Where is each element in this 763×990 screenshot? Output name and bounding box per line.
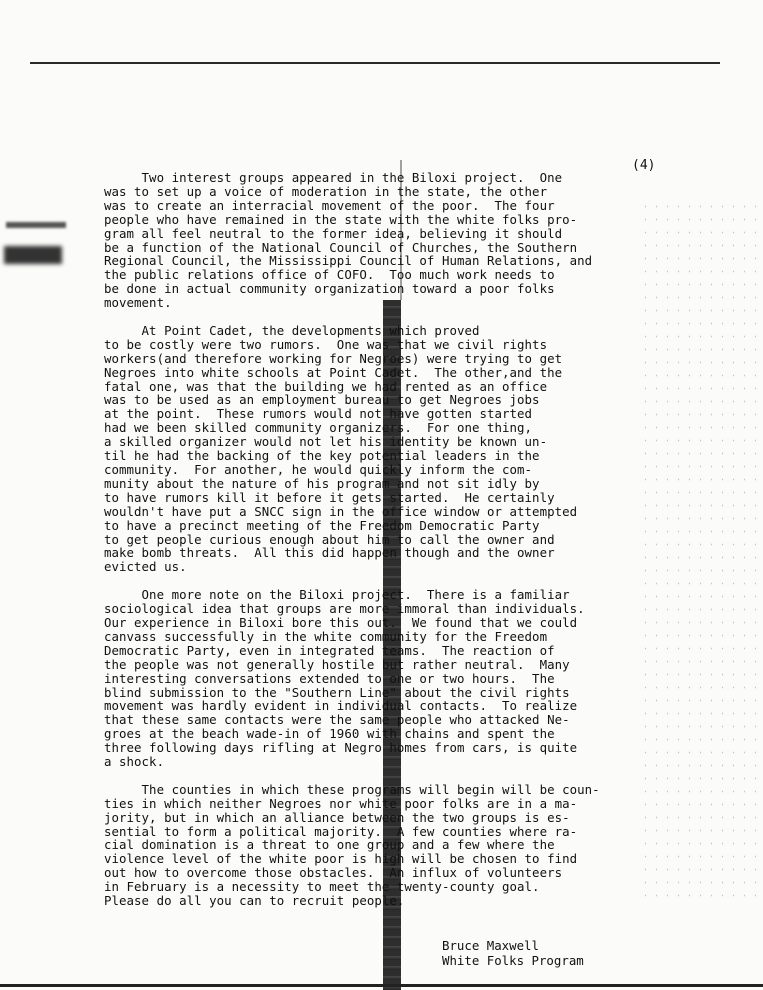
paragraph xyxy=(104,171,664,310)
scan-smudge xyxy=(6,222,66,228)
text-line: movement was hardly evident in individual contacts. To realize xyxy=(104,698,578,714)
text-line: be done in actual community organization toward a poor folks xyxy=(104,281,555,297)
text-line: had we been skilled community organizers. For one thing, xyxy=(104,420,533,436)
signature-program: White Folks Program xyxy=(442,952,584,968)
text-line: a shock. xyxy=(104,754,165,770)
text-line: was to set up a voice of moderation in the state, the other xyxy=(104,183,548,199)
text-line: community. For another, he would quickly inform the com- xyxy=(104,462,533,478)
signature-block xyxy=(442,939,584,968)
text-line: violence level of the white poor is high will be chosen to find xyxy=(104,851,578,867)
text-line: At Point Cadet, the developments which proved xyxy=(104,322,480,338)
text-line: jority, but in which an alliance between the two groups is es- xyxy=(104,809,570,825)
text-line: to have rumors kill it before it gets started. He certainly xyxy=(104,489,555,505)
signature-name: Bruce Maxwell xyxy=(442,938,539,953)
text-line: Democratic Party, even in integrated teams. The reaction of xyxy=(104,642,555,658)
text-line: movement. xyxy=(104,295,172,311)
text-line: was to create an interracial movement of the poor. The four xyxy=(104,197,555,213)
scan-smudge xyxy=(4,246,62,264)
text-line: Negroes into white schools at Point Cadet. The other,and the xyxy=(104,364,563,380)
text-line: the people was not generally hostile but rather neutral. Many xyxy=(104,656,570,672)
text-line: be a function of the National Council of Churches, the Southern xyxy=(104,239,578,255)
text-line: sociological idea that groups are more immoral than individuals. xyxy=(104,601,585,617)
text-line: was to be used as an employment bureau to get Negroes jobs xyxy=(104,392,540,408)
text-line: workers(and therefore working for Negroes) were trying to get xyxy=(104,350,563,366)
text-line: groes at the beach wade-in of 1960 with chains and spent the xyxy=(104,726,555,742)
paragraph xyxy=(104,588,664,769)
text-line: evicted us. xyxy=(104,559,187,575)
text-line: people who have remained in the state with the white folks pro- xyxy=(104,211,578,227)
text-line: the public relations office of COFO. Too much work needs to xyxy=(104,267,555,283)
text-line: Our experience in Biloxi bore this out. We found that we could xyxy=(104,614,578,630)
text-line: ties in which neither Negroes nor white poor folks are in a ma- xyxy=(104,795,578,811)
text-line: wouldn't have put a SNCC sign in the office window or attempted xyxy=(104,503,578,519)
text-line: to get people curious enough about him to call the owner and xyxy=(104,531,555,547)
paragraph xyxy=(104,324,664,574)
letter-body xyxy=(104,171,664,908)
text-line: sential to form a political majority. A few counties where ra- xyxy=(104,823,578,839)
text-line: three following days rifling at Negro homes from cars, is quite xyxy=(104,740,578,756)
scan-top-rule xyxy=(30,62,720,64)
text-line: that these same contacts were the same people who attacked Ne- xyxy=(104,712,570,728)
text-line: in February is a necessity to meet the twenty-county goal. xyxy=(104,879,540,895)
page-number: (4) xyxy=(632,158,656,173)
text-line: Regional Council, the Mississippi Council of Human Relations, and xyxy=(104,253,593,269)
text-line: The counties in which these programs will begin will be coun- xyxy=(104,781,600,797)
text-line: a skilled organizer would not let his identity be known un- xyxy=(104,434,548,450)
text-line: to have a precinct meeting of the Freedom Democratic Party xyxy=(104,517,540,533)
scan-bottom-rule xyxy=(0,984,763,987)
text-line: out how to overcome those obstacles. An influx of volunteers xyxy=(104,865,563,881)
text-line: blind submission to the "Southern Line" about the civil rights xyxy=(104,684,570,700)
text-line: gram all feel neutral to the former idea, believing it should xyxy=(104,225,563,241)
text-line: One more note on the Biloxi project. There is a familiar xyxy=(104,587,570,603)
text-line: til he had the backing of the key potential leaders in the xyxy=(104,448,540,464)
paragraph xyxy=(104,783,664,908)
text-line: Please do all you can to recruit people. xyxy=(104,893,405,909)
text-line: to be costly were two rumors. One was that we civil rights xyxy=(104,336,548,352)
text-line: cial domination is a threat to one group and a few where the xyxy=(104,837,555,853)
text-line: interesting conversations extended to one or two hours. The xyxy=(104,670,555,686)
text-line: make bomb threats. All this did happen though and the owner xyxy=(104,545,555,561)
text-line: at the point. These rumors would not have gotten started xyxy=(104,406,533,422)
text-line: Two interest groups appeared in the Biloxi project. One xyxy=(104,170,563,185)
text-line: munity about the nature of his program and not sit idly by xyxy=(104,475,540,491)
text-line: fatal one, was that the building we had rented as an office xyxy=(104,378,548,394)
text-line: canvass successfully in the white community for the Freedom xyxy=(104,628,548,644)
